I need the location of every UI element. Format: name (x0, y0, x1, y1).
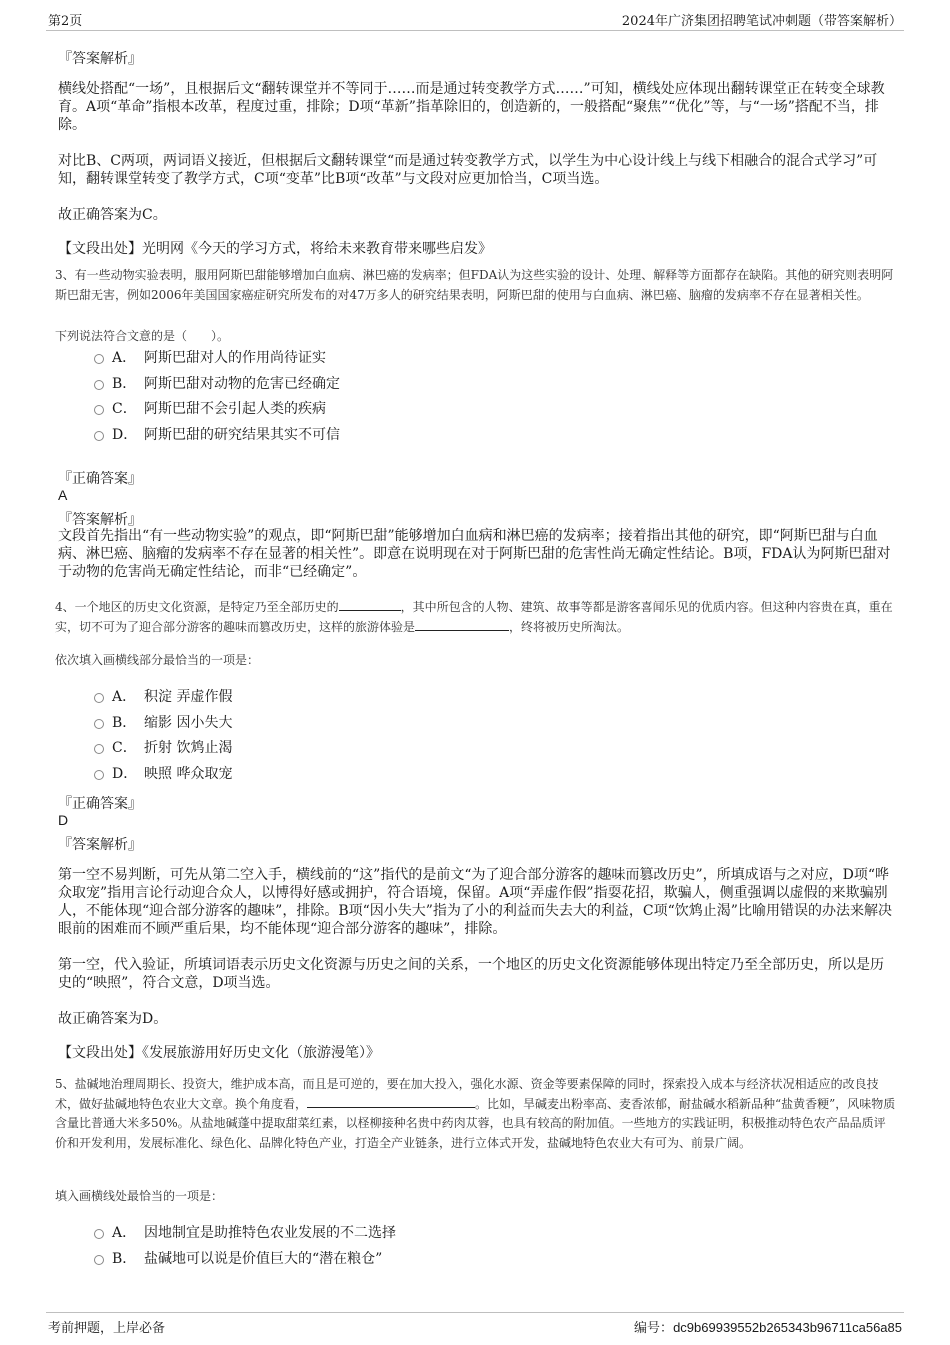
q3-option-b[interactable] (94, 374, 340, 394)
option-text: 积淀 弄虚作假 (144, 689, 233, 705)
document-code (634, 1317, 902, 1336)
page-footer (46, 1312, 904, 1343)
radio-icon[interactable] (94, 405, 104, 415)
q4-option-a[interactable] (94, 687, 232, 707)
q2-source: 【文段出处】光明网《今天的学习方式，将给未来教育带来哪些启发》 (58, 241, 492, 257)
q3-analysis: 文段首先指出“有一些动物实验”的观点，即“阿斯巴甜”能够增加白血病和淋巴癌的发病率；接着指出其他的研究，即“阿斯巴甜与白血病、淋巴癌、脑瘤的发病率不存在显著的相关性”。即意在说明现在对于阿斯巴甜的危害性尚无确定性结论。B项，FDA认为阿斯巴甜对于动物的危害尚无确定性结论，而非“已经确定”。 (58, 528, 891, 580)
fill-blank-1 (339, 598, 401, 611)
q2-analysis-para2: 对比B、C两项，两词语义接近，但根据后文翻转课堂“而是通过转变教学方式，以学生为中心设计线上与线下相融合的混合式学习”可知，翻转课堂转变了教学方式，C项“变革”比B项“改革”与文段对应更加恰当，C项当选。 (58, 153, 878, 187)
option-text: 盐碱地可以说是价值巨大的“潜在粮仓” (144, 1251, 383, 1267)
option-text: 因地制宜是助推特色农业发展的不二选择 (144, 1225, 396, 1241)
q3-prompt: 下列说法符合文意的是（ ）。 (55, 329, 230, 343)
q5-option-a[interactable] (94, 1223, 396, 1243)
radio-icon[interactable] (94, 1255, 104, 1265)
q4-prompt: 依次填入画横线部分最恰当的一项是： (55, 653, 260, 667)
option-letter: B． (112, 376, 137, 392)
option-letter: B． (112, 715, 137, 731)
q5-option-b[interactable] (94, 1249, 382, 1269)
option-letter: A． (112, 689, 137, 705)
q5-prompt: 填入画横线处最恰当的一项是： (55, 1189, 224, 1203)
q4-stem-part1: 4、一个地区的历史文化资源，是特定乃至全部历史的 (55, 600, 339, 614)
q4-source: 【文段出处】《发展旅游用好历史文化（旅游漫笔）》 (58, 1045, 380, 1061)
q5-stem-part2: 。比如，旱碱麦出粉率高、麦香浓郁，耐盐碱水稻新品种“盐黄香粳”，风味物质含量比普通大米多50%。从盐地碱蓬中提取甜菜红素，以柽柳接种名贵中药肉苁蓉，也具有较高的附加值。一些地方的实践证明，积极推动特色农产品品质评价和开发利用，发展标准化、绿色化、品牌化特色产业，打造全产业链条，进行立体式开发，盐碱地特色农业大有可为、前景广阔。 (55, 1096, 896, 1150)
radio-icon[interactable] (94, 770, 104, 780)
code-label: 编号： (634, 1321, 674, 1336)
q4-stem-part2: ，其中所包含的人物、建筑、故事等都是游客喜闻乐见的优质内容。但这种内容贵在真，重在实，切不可为了迎合部分游客的趣味而篡改历史，这样的旅游体验是 (55, 600, 893, 634)
option-text: 阿斯巴甜对动物的危害已经确定 (144, 376, 340, 392)
option-text: 缩影 因小失大 (144, 715, 233, 731)
q4-option-b[interactable] (94, 713, 232, 733)
q5-stem-part1: 5、盐碱地治理周期长、投资大，维护成本高，而且是可逆的，要在加大投入，强化水源、资金等要素保障的同时，探索投入成本与经济状况相适应的改良技术，做好盐碱地特色农业大文章。换个角度看， (55, 1077, 879, 1111)
option-text: 阿斯巴甜的研究结果其实不可信 (144, 427, 340, 443)
q3-answer-label: 『正确答案』 (58, 471, 142, 487)
option-letter: C． (112, 401, 137, 417)
option-text: 折射 饮鸩止渴 (144, 740, 233, 756)
radio-icon[interactable] (94, 719, 104, 729)
code-value: dc9b69939552b265343b96711ca56a85 (673, 1320, 902, 1335)
option-letter: C． (112, 740, 137, 756)
q4-analysis-para2: 第一空，代入验证，所填词语表示历史文化资源与历史之间的关系，一个地区的历史文化资源能够体现出特定乃至全部历史，所以是历史的“映照”，符合文意，D项当选。 (58, 957, 884, 991)
option-text: 阿斯巴甜不会引起人类的疾病 (144, 401, 326, 417)
radio-icon[interactable] (94, 1229, 104, 1239)
q4-stem (55, 598, 897, 637)
fill-blank-2 (415, 618, 509, 631)
q2-analysis-para1: 横线处搭配“一场”，且根据后文“翻转课堂并不等同于……而是通过转变教学方式……”可知，横线处应体现出翻转课堂正在转变全球教育。A项“革命”指根本改革，程度过重，排除；D项“革新”指革除旧的，创造新的，一般搭配“聚焦”“优化”等，与“一场”搭配不当，排除。 (58, 81, 885, 133)
page-header (46, 0, 904, 31)
option-letter: D． (112, 766, 138, 782)
q4-answer: D (58, 812, 69, 828)
q2-analysis-label: 『答案解析』 (58, 51, 142, 67)
q5-stem (55, 1075, 897, 1153)
q3-option-a[interactable] (94, 348, 326, 368)
q4-option-c[interactable] (94, 738, 232, 758)
q3-answer: A (58, 487, 68, 503)
document-title: 2024年广济集团招聘笔试冲刺题（带答案解析） (621, 14, 902, 29)
radio-icon[interactable] (94, 380, 104, 390)
q4-analysis-label: 『答案解析』 (58, 837, 142, 853)
q4-conclusion: 故正确答案为D。 (58, 1011, 168, 1027)
option-letter: B． (112, 1251, 137, 1267)
fill-blank (307, 1095, 475, 1108)
q3-option-d[interactable] (94, 425, 340, 445)
option-text: 阿斯巴甜对人的作用尚待证实 (144, 350, 326, 366)
q3-option-c[interactable] (94, 399, 326, 419)
radio-icon[interactable] (94, 354, 104, 364)
q4-option-d[interactable] (94, 764, 232, 784)
q3-stem: 3、有一些动物实验表明，服用阿斯巴甜能够增加白血病、淋巴癌的发病率；但FDA认为这些实验的设计、处理、解释等方面都存在缺陷。其他的研究则表明阿斯巴甜无害，例如2006年美国国家癌症研究所发布的对47万多人的研究结果表明，阿斯巴甜的使用与白血病、淋巴癌、脑瘤的发病率不存在显著相关性。 (55, 268, 894, 302)
q4-answer-label: 『正确答案』 (58, 796, 142, 812)
option-text: 映照 哗众取宠 (144, 766, 233, 782)
option-letter: A． (112, 1225, 137, 1241)
radio-icon[interactable] (94, 693, 104, 703)
footer-slogan: 考前押题，上岸必备 (48, 1321, 166, 1336)
option-letter: A． (112, 350, 137, 366)
option-letter: D． (112, 427, 138, 443)
page-number: 第2页 (48, 14, 83, 29)
q3-analysis-label: 『答案解析』 (58, 512, 142, 528)
radio-icon[interactable] (94, 744, 104, 754)
q2-conclusion: 故正确答案为C。 (58, 207, 167, 223)
radio-icon[interactable] (94, 431, 104, 441)
q4-stem-part3: ，终将被历史所淘汰。 (509, 619, 630, 634)
q4-analysis-para1: 第一空不易判断，可先从第二空入手，横线前的“这”指代的是前文“为了迎合部分游客的趣味而篡改历史”，所填成语与之对应，D项“哗众取宠”指用言论行动迎合众人，以博得好感或拥护，符合语境，保留。A项“弄虚作假”指耍花招，欺骗人，侧重强调以虚假的来欺骗别人，不能体现“迎合部分游客的趣味”，排除。B项“因小失大”指为了小的利益而失去大的利益，C项“饮鸩止渴”比喻用错误的办法来解决眼前的困难而不顾严重后果，均不能体现“迎合部分游客的趣味”，排除。 (58, 867, 892, 937)
